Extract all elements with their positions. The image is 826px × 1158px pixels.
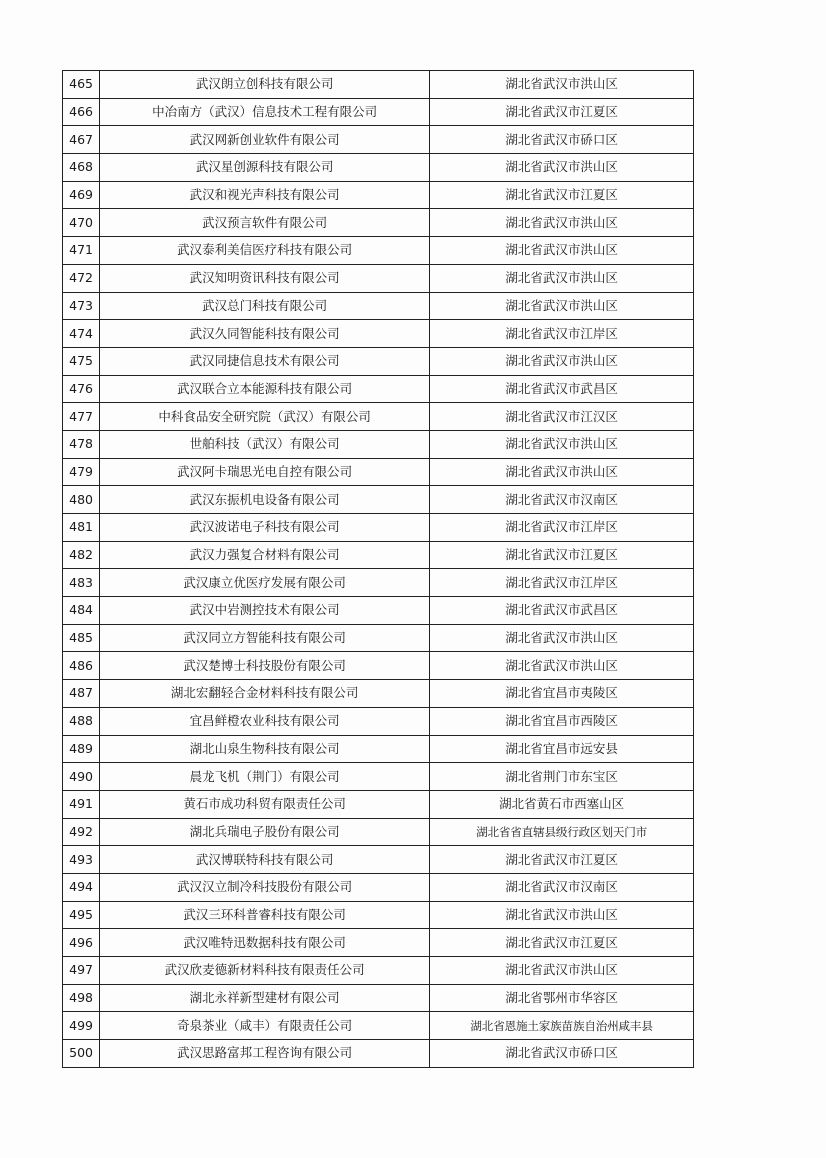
table-row xyxy=(63,597,694,625)
company-name: 武汉阿卡瑞思光电自控有限公司 xyxy=(100,458,430,486)
region-name: 湖北省武汉市洪山区 xyxy=(430,71,694,99)
table-row xyxy=(63,237,694,265)
region-name: 湖北省武汉市江岸区 xyxy=(430,569,694,597)
row-number: 469 xyxy=(63,181,100,209)
region-name: 湖北省武汉市洪山区 xyxy=(430,901,694,929)
row-number: 495 xyxy=(63,901,100,929)
company-list-table xyxy=(62,70,694,1068)
table-row xyxy=(63,375,694,403)
row-number: 476 xyxy=(63,375,100,403)
row-number: 492 xyxy=(63,818,100,846)
company-name: 武汉波诺电子科技有限公司 xyxy=(100,514,430,542)
region-name: 湖北省武汉市江夏区 xyxy=(430,929,694,957)
table-row xyxy=(63,126,694,154)
company-name: 武汉中岩测控技术有限公司 xyxy=(100,597,430,625)
row-number: 471 xyxy=(63,237,100,265)
row-number: 481 xyxy=(63,514,100,542)
row-number: 473 xyxy=(63,292,100,320)
region-name: 湖北省武汉市洪山区 xyxy=(430,154,694,182)
company-name: 武汉楚博士科技股份有限公司 xyxy=(100,652,430,680)
region-name: 湖北省武汉市武昌区 xyxy=(430,375,694,403)
table-row xyxy=(63,818,694,846)
region-name: 湖北省武汉市洪山区 xyxy=(430,957,694,985)
row-number: 480 xyxy=(63,486,100,514)
table-row xyxy=(63,680,694,708)
company-name: 武汉总门科技有限公司 xyxy=(100,292,430,320)
region-name: 湖北省荆门市东宝区 xyxy=(430,763,694,791)
company-name: 奇泉茶业（咸丰）有限责任公司 xyxy=(100,1012,430,1040)
region-name: 湖北省武汉市江岸区 xyxy=(430,320,694,348)
row-number: 472 xyxy=(63,264,100,292)
company-name: 武汉三环科普睿科技有限公司 xyxy=(100,901,430,929)
table-row xyxy=(63,735,694,763)
row-number: 500 xyxy=(63,1040,100,1068)
company-name: 武汉星创源科技有限公司 xyxy=(100,154,430,182)
row-number: 496 xyxy=(63,929,100,957)
table-row xyxy=(63,901,694,929)
table-row xyxy=(63,347,694,375)
company-name: 武汉网新创业软件有限公司 xyxy=(100,126,430,154)
table-row xyxy=(63,71,694,99)
row-number: 484 xyxy=(63,597,100,625)
row-number: 479 xyxy=(63,458,100,486)
region-name: 湖北省武汉市江夏区 xyxy=(430,541,694,569)
table-row xyxy=(63,929,694,957)
table-row xyxy=(63,624,694,652)
company-name: 武汉汉立制冷科技股份有限公司 xyxy=(100,873,430,901)
company-name: 武汉力强复合材料有限公司 xyxy=(100,541,430,569)
table-row xyxy=(63,154,694,182)
table-row xyxy=(63,984,694,1012)
region-name: 湖北省武汉市洪山区 xyxy=(430,430,694,458)
region-name: 湖北省武汉市硚口区 xyxy=(430,126,694,154)
company-name: 湖北宏翻轻合金材料科技有限公司 xyxy=(100,680,430,708)
row-number: 467 xyxy=(63,126,100,154)
table-row xyxy=(63,458,694,486)
row-number: 490 xyxy=(63,763,100,791)
row-number: 474 xyxy=(63,320,100,348)
company-name: 湖北山泉生物科技有限公司 xyxy=(100,735,430,763)
table-row xyxy=(63,181,694,209)
table-row xyxy=(63,541,694,569)
company-name: 武汉和视光声科技有限公司 xyxy=(100,181,430,209)
company-name: 武汉知明资讯科技有限公司 xyxy=(100,264,430,292)
region-name: 湖北省宜昌市夷陵区 xyxy=(430,680,694,708)
company-name: 中科食品安全研究院（武汉）有限公司 xyxy=(100,403,430,431)
table-row xyxy=(63,209,694,237)
table-row xyxy=(63,486,694,514)
row-number: 466 xyxy=(63,98,100,126)
company-name: 武汉博联特科技有限公司 xyxy=(100,846,430,874)
table-row xyxy=(63,957,694,985)
company-name: 武汉联合立本能源科技有限公司 xyxy=(100,375,430,403)
region-name: 湖北省宜昌市西陵区 xyxy=(430,707,694,735)
table-row xyxy=(63,569,694,597)
company-name: 武汉朗立创科技有限公司 xyxy=(100,71,430,99)
table-row xyxy=(63,846,694,874)
company-name: 武汉康立优医疗发展有限公司 xyxy=(100,569,430,597)
table-row xyxy=(63,707,694,735)
table-row xyxy=(63,430,694,458)
row-number: 478 xyxy=(63,430,100,458)
table-row xyxy=(63,514,694,542)
company-name: 武汉东振机电设备有限公司 xyxy=(100,486,430,514)
region-name: 湖北省宜昌市远安县 xyxy=(430,735,694,763)
table-row xyxy=(63,1040,694,1068)
region-name: 湖北省武汉市江夏区 xyxy=(430,846,694,874)
company-name: 武汉同立方智能科技有限公司 xyxy=(100,624,430,652)
company-name: 武汉欣麦德新材料科技有限责任公司 xyxy=(100,957,430,985)
region-name: 湖北省武汉市洪山区 xyxy=(430,209,694,237)
company-name: 中冶南方（武汉）信息技术工程有限公司 xyxy=(100,98,430,126)
company-name: 武汉久同智能科技有限公司 xyxy=(100,320,430,348)
row-number: 489 xyxy=(63,735,100,763)
region-name: 湖北省武汉市洪山区 xyxy=(430,347,694,375)
row-number: 470 xyxy=(63,209,100,237)
table-row xyxy=(63,763,694,791)
table-row xyxy=(63,320,694,348)
region-name: 湖北省武汉市洪山区 xyxy=(430,652,694,680)
region-name: 湖北省武汉市硚口区 xyxy=(430,1040,694,1068)
company-name: 武汉思路富邦工程咨询有限公司 xyxy=(100,1040,430,1068)
region-name: 湖北省武汉市江夏区 xyxy=(430,98,694,126)
region-name: 湖北省武汉市洪山区 xyxy=(430,237,694,265)
row-number: 499 xyxy=(63,1012,100,1040)
table-row xyxy=(63,790,694,818)
region-name: 湖北省武汉市汉南区 xyxy=(430,873,694,901)
row-number: 477 xyxy=(63,403,100,431)
region-name: 湖北省武汉市江夏区 xyxy=(430,181,694,209)
table-row xyxy=(63,98,694,126)
row-number: 475 xyxy=(63,347,100,375)
region-name: 湖北省武汉市洪山区 xyxy=(430,292,694,320)
company-name: 晨龙飞机（荆门）有限公司 xyxy=(100,763,430,791)
row-number: 497 xyxy=(63,957,100,985)
company-name: 武汉预言软件有限公司 xyxy=(100,209,430,237)
company-name: 武汉唯特迅数据科技有限公司 xyxy=(100,929,430,957)
region-name: 湖北省武汉市江汉区 xyxy=(430,403,694,431)
row-number: 483 xyxy=(63,569,100,597)
row-number: 468 xyxy=(63,154,100,182)
company-name: 黄石市成功科贸有限责任公司 xyxy=(100,790,430,818)
region-name: 湖北省武汉市洪山区 xyxy=(430,458,694,486)
table-row xyxy=(63,403,694,431)
table-row xyxy=(63,264,694,292)
region-name: 湖北省省直辖县级行政区划天门市 xyxy=(430,818,694,846)
region-name: 湖北省鄂州市华容区 xyxy=(430,984,694,1012)
region-name: 湖北省恩施土家族苗族自治州咸丰县 xyxy=(430,1012,694,1040)
row-number: 491 xyxy=(63,790,100,818)
region-name: 湖北省武汉市江岸区 xyxy=(430,514,694,542)
company-name: 武汉泰利美信医疗科技有限公司 xyxy=(100,237,430,265)
region-name: 湖北省黄石市西塞山区 xyxy=(430,790,694,818)
row-number: 465 xyxy=(63,71,100,99)
region-name: 湖北省武汉市武昌区 xyxy=(430,597,694,625)
row-number: 488 xyxy=(63,707,100,735)
row-number: 486 xyxy=(63,652,100,680)
table-row xyxy=(63,1012,694,1040)
company-name: 湖北兵瑞电子股份有限公司 xyxy=(100,818,430,846)
row-number: 498 xyxy=(63,984,100,1012)
row-number: 494 xyxy=(63,873,100,901)
region-name: 湖北省武汉市洪山区 xyxy=(430,264,694,292)
region-name: 湖北省武汉市洪山区 xyxy=(430,624,694,652)
row-number: 487 xyxy=(63,680,100,708)
company-name: 世舶科技（武汉）有限公司 xyxy=(100,430,430,458)
company-name: 宜昌鲜橙农业科技有限公司 xyxy=(100,707,430,735)
company-name: 湖北永祥新型建材有限公司 xyxy=(100,984,430,1012)
row-number: 482 xyxy=(63,541,100,569)
row-number: 485 xyxy=(63,624,100,652)
company-name: 武汉同捷信息技术有限公司 xyxy=(100,347,430,375)
region-name: 湖北省武汉市汉南区 xyxy=(430,486,694,514)
table-row xyxy=(63,292,694,320)
table-body xyxy=(63,71,694,1068)
table-row xyxy=(63,873,694,901)
row-number: 493 xyxy=(63,846,100,874)
table-row xyxy=(63,652,694,680)
